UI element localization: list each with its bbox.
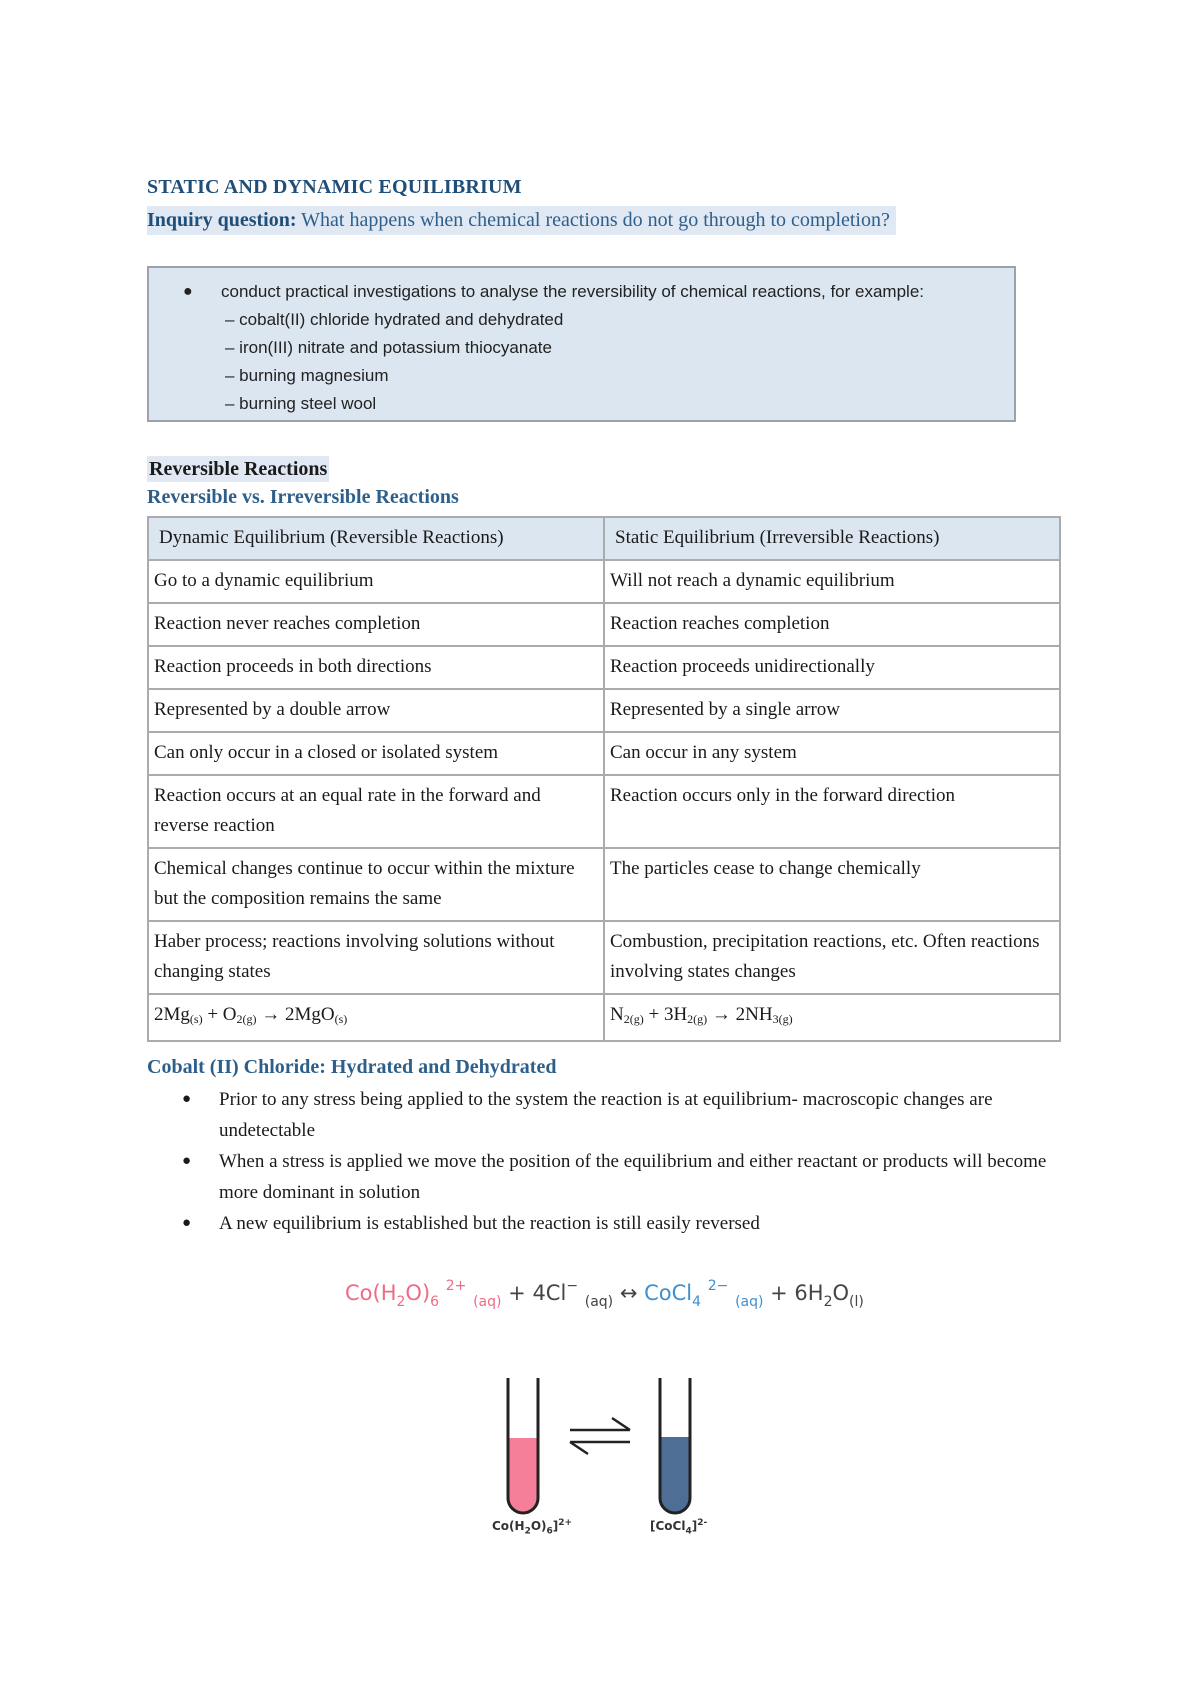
equation-cell-haber: N2(g) + 3H2(g) → 2NH3(g)	[604, 994, 1060, 1041]
table-header-row	[148, 517, 1060, 560]
table-cell: Go to a dynamic equilibrium	[148, 560, 604, 603]
outcome-item: – iron(III) nitrate and potassium thiocyanate	[225, 338, 552, 357]
table-cell: Can only occur in a closed or isolated system	[148, 732, 604, 775]
table-row	[148, 689, 1060, 732]
bullet-icon: ●	[182, 1091, 192, 1107]
table-row	[148, 646, 1060, 689]
cobalt-equilibrium-equation: $Co(H_2O)_6$ $^{2+}$ $_{(aq)}$ + 4Cl− $_{(aq)}$ ↔ CoCl$_4$ $^{2-}$ $_{(aq)} + 6H_2O_{(l)}$	[345, 1278, 864, 1310]
inquiry-question	[147, 206, 896, 235]
table-cell: Reaction never reaches completion	[148, 603, 604, 646]
table-row-equations	[148, 994, 1060, 1041]
bullet-icon: ●	[183, 283, 193, 300]
syllabus-outcome-box	[147, 266, 1016, 422]
comparison-table	[147, 516, 1061, 1042]
section-heading: Reversible Reactions	[149, 458, 328, 480]
table-cell: Represented by a single arrow	[604, 689, 1060, 732]
table-cell: Reaction occurs at an equal rate in the forward and reverse reaction	[148, 775, 604, 848]
table-cell: Will not reach a dynamic equilibrium	[604, 560, 1060, 603]
table-row	[148, 732, 1060, 775]
table-row	[148, 848, 1060, 921]
blue-test-tube	[660, 1378, 690, 1513]
equilibrium-arrows-icon	[570, 1418, 630, 1454]
outcome-item: – burning magnesium	[225, 366, 389, 385]
cobalt-bullet-list	[147, 1084, 1047, 1239]
list-item: ● Prior to any stress being applied to the system the reaction is at equilibrium- macroscopic changes are undetectable	[147, 1084, 1047, 1146]
bullet-icon: ●	[182, 1215, 192, 1231]
page-title: STATIC AND DYNAMIC EQUILIBRIUM	[147, 176, 522, 198]
left-tube-label: $Co(H_2O)_6]^{2+}$	[492, 1518, 573, 1537]
table-cell: Combustion, precipitation reactions, etc. Often reactions involving states changes	[604, 921, 1060, 994]
table-cell: Haber process; reactions involving solutions without changing states	[148, 921, 604, 994]
inquiry-label: Inquiry question:	[147, 209, 297, 231]
table-row	[148, 560, 1060, 603]
outcome-item: – burning steel wool	[225, 394, 377, 413]
sub-heading: Reversible vs. Irreversible Reactions	[147, 486, 459, 508]
table-cell: Can occur in any system	[604, 732, 1060, 775]
bullet-icon: ●	[182, 1153, 192, 1169]
equation-reactant-complex: $Co(H_2O)_6$ $^{2+}$ $_{(aq)}$	[345, 1278, 502, 1310]
table-row	[148, 921, 1060, 994]
table-header: Dynamic Equilibrium (Reversible Reactions)	[148, 517, 604, 560]
equilibrium-arrow: ↔	[619, 1281, 638, 1305]
table-cell: Reaction proceeds in both directions	[148, 646, 604, 689]
cobalt-heading: Cobalt (II) Chloride: Hydrated and Dehydrated	[147, 1056, 557, 1078]
table-row	[148, 603, 1060, 646]
table-row	[148, 775, 1060, 848]
outcome-item: – cobalt(II) chloride hydrated and dehydrated	[225, 310, 564, 329]
right-tube-label: [CoCl$_4$]$^{2-}$	[650, 1518, 708, 1537]
test-tube-illustration	[480, 1370, 740, 1540]
table-cell: Reaction proceeds unidirectionally	[604, 646, 1060, 689]
table-cell: Chemical changes continue to occur within the mixture but the composition remains the same	[148, 848, 604, 921]
table-cell: The particles cease to change chemically	[604, 848, 1060, 921]
list-item: ● A new equilibrium is established but the reaction is still easily reversed	[147, 1208, 1047, 1239]
equation-product-complex: CoCl$_4$ $^{2-}$ $_{(aq)}$	[644, 1278, 764, 1310]
table-cell: Reaction reaches completion	[604, 603, 1060, 646]
test-tube-diagram	[480, 1370, 740, 1540]
table-cell: Represented by a double arrow	[148, 689, 604, 732]
pink-test-tube	[508, 1378, 538, 1513]
equation-cell-magnesium: 2Mg(s) + O2(g) → 2MgO(s)	[148, 994, 604, 1041]
inquiry-text: What happens when chemical reactions do not go through to completion?	[301, 209, 890, 231]
outcome-main: conduct practical investigations to analyse the reversibility of chemical reactions, for example:	[221, 282, 925, 301]
list-item: ● When a stress is applied we move the position of the equilibrium and either reactant or products will become more dominant in solution	[147, 1146, 1047, 1208]
table-cell: Reaction occurs only in the forward direction	[604, 775, 1060, 848]
table-header: Static Equilibrium (Irreversible Reactions)	[604, 517, 1060, 560]
